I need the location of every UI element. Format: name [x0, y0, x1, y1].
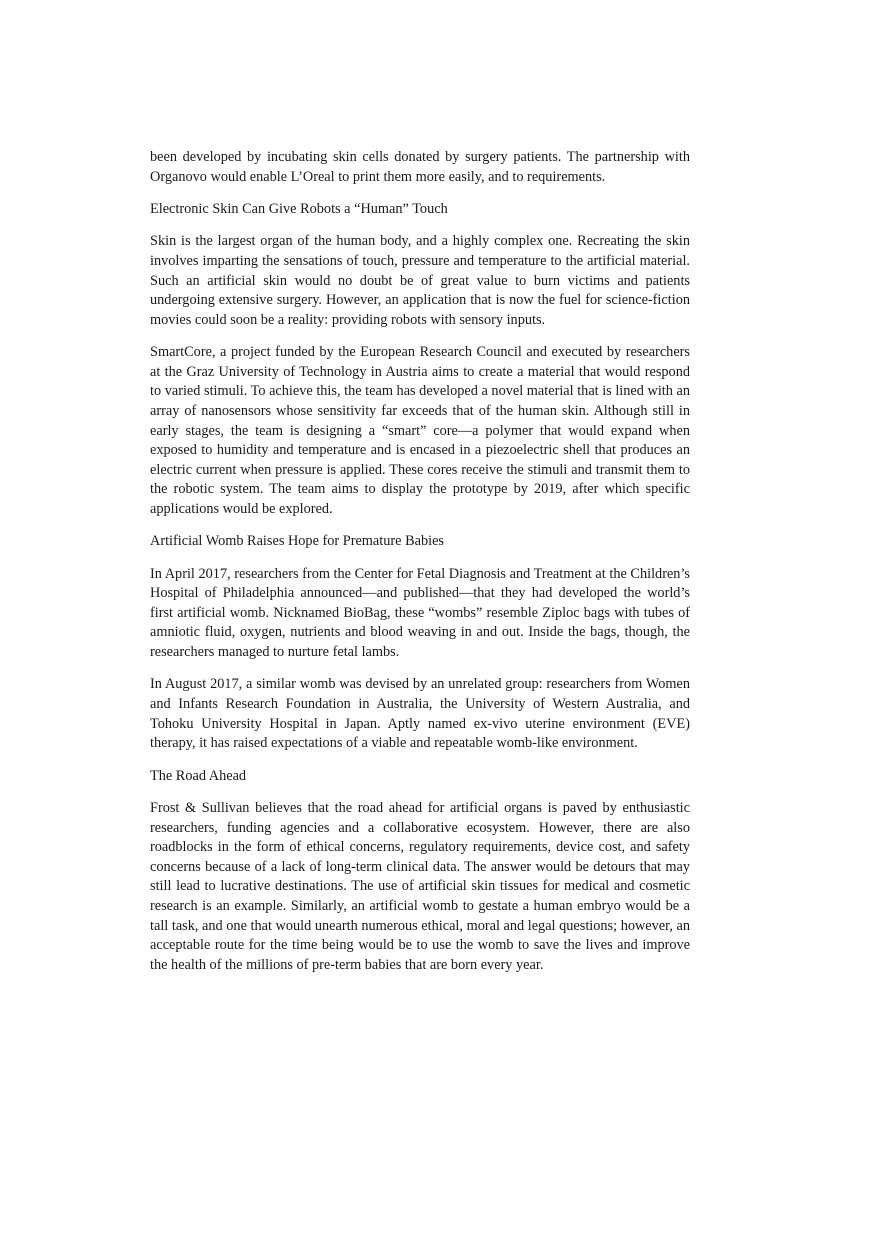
section-heading-artificial-womb: Artificial Womb Raises Hope for Premature Babies [150, 533, 444, 550]
paragraph-skin-intro: Skin is the largest organ of the human body, and a highly complex one. Recreating the skin involves imparting the sensations of touch, pressure and temperature to the artificial material. Such an artificial skin would no doubt be of great value to burn victims and patients undergoing extensive surgery. However, an application that is now the fuel for science-fiction movies could soon be a reality: providing robots with sensory inputs. [150, 233, 690, 328]
article-body [150, 148, 690, 988]
paragraph-road-ahead: Frost & Sullivan believes that the road ahead for artificial organs is paved by enthusiastic researchers, funding agencies and a collaborative ecosystem. However, there are also roadblocks in the form of ethical concerns, regulatory requirements, device cost, and safety concerns because of a lack of long-term clinical data. The answer would be detours that may still lead to lucrative destinations. The use of artificial skin tissues for medical and cosmetic research is an example. Similarly, an artificial womb to gestate a human embryo would be a tall task, and one that would unearth numerous ethical, moral and legal questions; however, an acceptable route for the time being would be to use the womb to save the lives and improve the health of the millions of pre-term babies that are born every year. [150, 800, 690, 973]
section-heading-electronic-skin: Electronic Skin Can Give Robots a “Human” Touch [150, 200, 448, 217]
paragraph-continuation: been developed by incubating skin cells donated by surgery patients. The partnership with Organovo would enable L’Oreal to print them more easily, and to requirements. [150, 149, 690, 185]
paragraph-smartcore: SmartCore, a project funded by the European Research Council and executed by researchers at the Graz University of Technology in Austria aims to create a material that would respond to varied stimuli. To achieve this, the team has developed a novel material that is lined with an array of nanosensors whose sensitivity far exceeds that of the human skin. Although still in early stages, the team is designing a “smart” core—a polymer that would expand when exposed to humidity and temperature and is encased in a piezoelectric shell that produces an electric current when pressure is applied. These cores receive the stimuli and transmit them to the robotic system. The team aims to display the prototype by 2019, after which specific applications would be explored. [150, 344, 690, 517]
paragraph-eve-therapy: In August 2017, a similar womb was devised by an unrelated group: researchers from Women and Infants Research Foundation in Australia, the University of Western Australia, and Tohoku University Hospital in Japan. Aptly named ex-vivo uterine environment (EVE) therapy, it has raised expectations of a viable and repeatable womb-like environment. [150, 676, 690, 752]
paragraph-biobag: In April 2017, researchers from the Center for Fetal Diagnosis and Treatment at the Children’s Hospital of Philadelphia announced—and published—that they had developed the world’s first artificial womb. Nicknamed BioBag, these “wombs” resemble Ziploc bags with tubes of amniotic fluid, oxygen, nutrients and blood weaving in and out. Inside the bags, though, the researchers managed to nurture fetal lambs. [150, 565, 690, 661]
section-heading-road-ahead: The Road Ahead [150, 767, 247, 784]
